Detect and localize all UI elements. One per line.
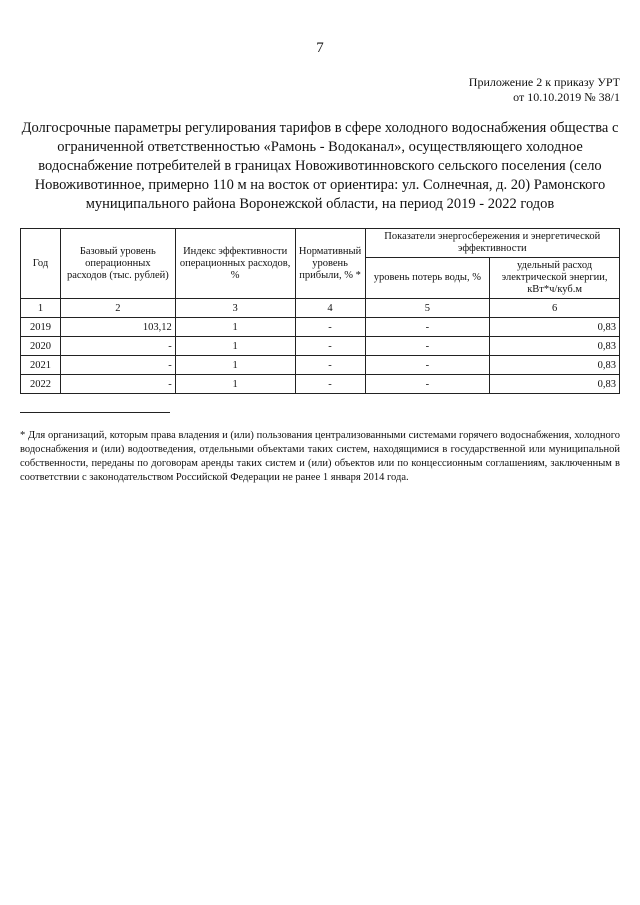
index-cell: 4	[295, 299, 365, 318]
efficiency-index-cell: 1	[175, 337, 295, 356]
header-efficiency-index: Индекс эффективности операционных расходов, %	[175, 229, 295, 299]
profit-level-cell: -	[295, 356, 365, 375]
index-cell: 3	[175, 299, 295, 318]
water-loss-cell: -	[365, 318, 490, 337]
page-number: 7	[316, 40, 324, 56]
base-level-cell: 103,12	[60, 318, 175, 337]
index-cell: 6	[490, 299, 620, 318]
year-cell: 2020	[21, 337, 61, 356]
profit-level-cell: -	[295, 375, 365, 394]
table-row	[21, 375, 620, 394]
water-loss-cell: -	[365, 375, 490, 394]
table-row	[21, 337, 620, 356]
header-base-level: Базовый уровень операционных расходов (тыс. рублей)	[60, 229, 175, 299]
profit-level-cell: -	[295, 337, 365, 356]
water-loss-cell: -	[365, 356, 490, 375]
parameters-table	[20, 228, 620, 394]
efficiency-index-cell: 1	[175, 356, 295, 375]
appendix-line-2: от 10.10.2019 № 38/1	[513, 90, 620, 104]
document-title: Долгосрочные параметры регулирования тарифов в сфере холодного водоснабжения общества с ограниченной ответственностью «Рамонь - Водоканал», осуществляющего холодное водоснабжение потребителей в границах Новоживотинновского сельского поселения (село Новоживотинное, примерно 110 м на восток от ориентира: ул. Солнечная, д. 20) Рамонского муниципального района Воронежской области, на период 2019 - 2022 годов	[21, 120, 619, 212]
index-cell: 1	[21, 299, 61, 318]
footnote: * Для организаций, которым права владения и (или) пользования централизованными системами горячего водоснабжения, холодного водоснабжения и (или) водоотведения, отдельными объектами таких систем, находящимися в государственной или муниципальной собственности, переданы по договорам аренды таких систем и (или) объектов или по концессионным соглашениям, заключенным в соответствии с законодательством Российской Федерации не ранее 1 января 2014 года.	[20, 430, 620, 483]
header-energy-group: Показатели энергосбережения и энергетической эффективности	[365, 229, 619, 258]
appendix-reference	[20, 75, 620, 105]
table-row	[21, 318, 620, 337]
year-cell: 2022	[21, 375, 61, 394]
header-year: Год	[21, 229, 61, 299]
header-water-loss: уровень потерь воды, %	[365, 258, 490, 299]
header-profit-level: Нормативный уровень прибыли, % *	[295, 229, 365, 299]
footnote-divider	[20, 412, 170, 413]
efficiency-index-cell: 1	[175, 318, 295, 337]
electricity-cell: 0,83	[490, 356, 620, 375]
electricity-cell: 0,83	[490, 375, 620, 394]
water-loss-cell: -	[365, 337, 490, 356]
document-sheet	[20, 75, 620, 496]
profit-level-cell: -	[295, 318, 365, 337]
year-cell: 2019	[21, 318, 61, 337]
index-cell: 5	[365, 299, 490, 318]
base-level-cell: -	[60, 337, 175, 356]
efficiency-index-cell: 1	[175, 375, 295, 394]
base-level-cell: -	[60, 356, 175, 375]
electricity-cell: 0,83	[490, 318, 620, 337]
column-index-row	[21, 299, 620, 318]
table-row	[21, 356, 620, 375]
base-level-cell: -	[60, 375, 175, 394]
index-cell: 2	[60, 299, 175, 318]
electricity-cell: 0,83	[490, 337, 620, 356]
year-cell: 2021	[21, 356, 61, 375]
appendix-line-1: Приложение 2 к приказу УРТ	[468, 75, 620, 89]
header-electricity: удельный расход электрической энергии, кВт*ч/куб.м	[490, 258, 620, 299]
